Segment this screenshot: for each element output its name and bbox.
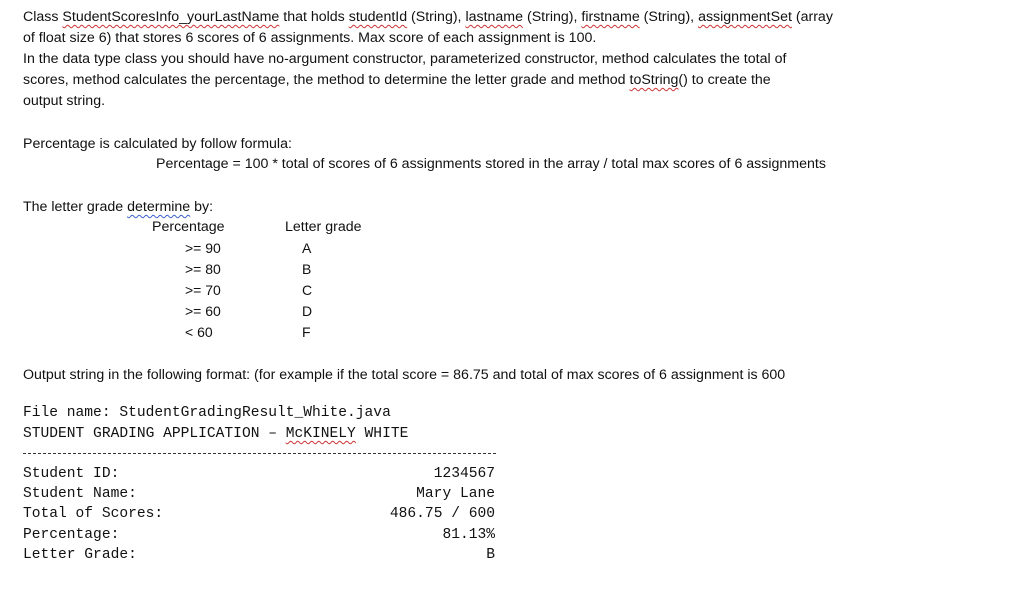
intro-line-2: of float size 6) that stores 6 scores of 6 assignments. Max score of each assignment is 100. [23, 30, 597, 46]
intro-line-3: In the data type class you should have no-argument constructor, parameterized constructor, method calculates the total of [23, 51, 787, 67]
grade-row-letter: D [302, 303, 313, 319]
intro-line-5: output string. [23, 93, 106, 109]
output-value: Mary Lane [416, 486, 495, 502]
student-surname-marked: McKINELY [285, 426, 356, 442]
output-label: Total of Scores: [23, 506, 164, 522]
grade-table-header-percentage: Percentage [152, 219, 225, 235]
output-app-title: STUDENT GRADING APPLICATION – McKINELY WHITE [23, 426, 409, 442]
grade-row-pct: >= 60 [185, 303, 221, 319]
field-studentid: studentId [348, 9, 408, 25]
grade-row-letter: C [302, 282, 313, 298]
grade-row-letter: B [302, 261, 312, 277]
grade-table-header-letter: Letter grade [285, 219, 362, 235]
grade-row-pct: >= 70 [185, 282, 221, 298]
field-assignmentset: assignmentSet [698, 9, 792, 25]
percentage-formula: Percentage = 100 * total of scores of 6 assignments stored in the array / total max scores of 6 assignments [156, 156, 826, 172]
grade-row-letter: A [302, 240, 312, 256]
grade-row-pct: >= 90 [185, 240, 221, 256]
grade-row-pct: < 60 [185, 324, 213, 340]
class-name: StudentScoresInfo_yourLastName [62, 9, 280, 25]
determine-word: determine [127, 199, 191, 215]
field-firstname: firstname [581, 9, 640, 25]
output-intro: Output string in the following format: (for example if the total score = 86.75 and total of max scores of 6 assignment is 600 [23, 367, 786, 383]
output-file-name: File name: StudentGradingResult_White.java [23, 405, 391, 421]
output-label: Student ID: [23, 466, 120, 482]
grade-row-letter: F [302, 324, 311, 340]
intro-paragraph [23, 7, 1008, 112]
percentage-heading: Percentage is calculated by follow formula: [23, 136, 292, 152]
output-value: B [486, 547, 495, 563]
output-label: Student Name: [23, 486, 137, 502]
output-label: Percentage: [23, 527, 120, 543]
intro-line-4: scores, method calculates the percentage, the method to determine the letter grade and method toString() to create the [23, 72, 771, 88]
field-lastname: lastname [465, 9, 524, 25]
output-label: Letter Grade: [23, 547, 137, 563]
intro-line-1: Class StudentScoresInfo_yourLastName that holds studentId (String), lastname (String), firstname (String), assignmentSet (array [23, 9, 833, 25]
output-value: 1234567 [433, 466, 495, 482]
dashed-divider [23, 453, 496, 454]
method-tostring: toString [629, 72, 679, 88]
output-value: 81.13% [442, 527, 495, 543]
grade-row-pct: >= 80 [185, 261, 221, 277]
output-value: 486.75 / 600 [389, 506, 495, 522]
letter-grade-heading: The letter grade determine by: [23, 199, 214, 215]
